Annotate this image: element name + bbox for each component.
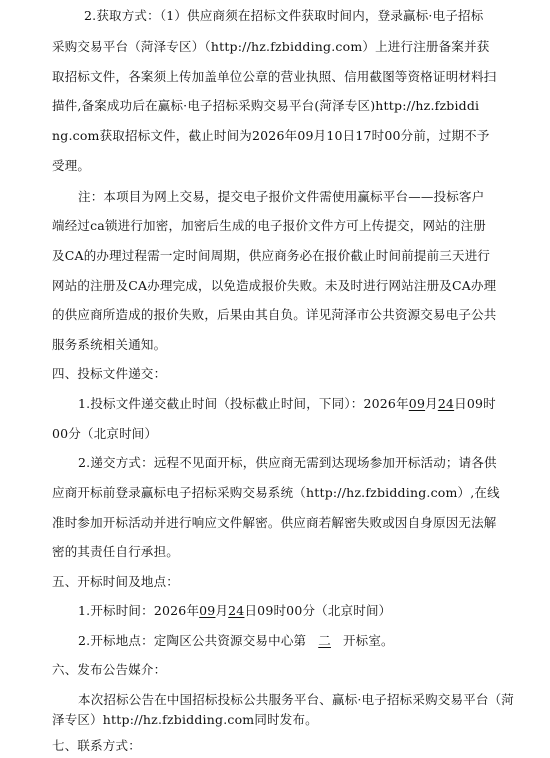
obtain-paragraph-line: 取招标文件，各案须上传加盖单位公章的营业执照、信用截图等资格证明材料扫: [52, 69, 497, 84]
submission-method-line: 密的其责任自行承担。: [52, 544, 180, 559]
obtain-paragraph-line: 描件,备案成功后在赢标·电子招标采购交易平台(菏泽专区)http://hz.fzbiddi: [52, 98, 480, 113]
bid-deadline-month: 09: [408, 396, 426, 411]
note-paragraph-line: 的供应商所造成的报价失败，后果由其自负。详见菏泽市公共资源交易电子公共: [52, 307, 497, 322]
submission-method-line: 应商开标前登录赢标电子招标采购交易系统（http://hz.fzbidding.com）,在线: [52, 485, 500, 500]
media-paragraph-line: 本次招标公告在中国招标投标公共服务平台、赢标·电子招标采购交易平台（菏: [78, 692, 514, 707]
obtain-paragraph-line: 采购交易平台（菏泽专区）（http://hz.fzbidding.com）上进行注册备案并获: [52, 39, 490, 54]
section-heading: 六、发布公告媒介：: [52, 662, 167, 677]
submission-method-line: 2.递交方式：远程不见面开标，供应商无需到达现场参加开标活动；请各供: [78, 455, 497, 470]
opening-time-line: [78, 603, 391, 619]
bid-deadline-day: 24: [437, 396, 455, 411]
obtain-paragraph-line: 2.获取方式：（1）供应商须在招标文件获取时间内，登录赢标·电子招标: [84, 8, 484, 23]
note-paragraph-line: 注：本项目为网上交易，提交电子报价文件需使用赢标平台——投标客户: [78, 189, 485, 204]
section-heading: 七、联系方式：: [52, 738, 141, 753]
obtain-paragraph-line: 受理。: [52, 158, 91, 173]
opening-place-line: [78, 633, 394, 649]
bid-deadline-line: [78, 396, 496, 412]
section-heading: 五、开标时间及地点：: [52, 574, 180, 589]
note-paragraph-line: 网站的注册及CA办理完成，以免造成报价失败。未及时进行网站注册及CA办理: [52, 278, 497, 293]
opening-time-month: 09: [199, 603, 216, 618]
opening-place-text: 开标室。: [342, 633, 394, 648]
section-heading: 四、投标文件递交：: [52, 366, 167, 381]
bid-deadline-line-2: 00分（北京时间）: [52, 426, 158, 441]
bid-deadline-text: 月: [425, 396, 438, 411]
note-paragraph-line: 端经过ca锁进行加密，加密后生成的电子报价文件方可上传提交，网站的注册: [52, 218, 486, 233]
opening-time-text: 日09时00分（北京时间）: [244, 603, 392, 618]
opening-room-number: 二: [318, 633, 331, 648]
submission-method-line: 准时参加开标活动并进行响应文件解密。供应商若解密失败或因自身原因无法解: [52, 515, 497, 530]
obtain-paragraph-line: ng.com获取招标文件，截止时间为2026年09月10日17时00分前，过期不予: [52, 128, 490, 143]
media-paragraph-line: 泽专区）http://hz.fzbidding.com同时发布。: [52, 712, 318, 727]
note-paragraph-line: 服务系统相关通知。: [52, 337, 167, 352]
opening-time-text: 1.开标时间：2026年: [78, 603, 200, 618]
opening-time-text: 月: [215, 603, 229, 618]
opening-time-day: 24: [228, 603, 245, 618]
note-paragraph-line: 及CA的办理过程需一定时间周期，供应商务必在报价截止时间前提前三天进行: [52, 248, 491, 263]
bid-deadline-text: 日09时: [454, 396, 496, 411]
opening-place-text: 2.开标地点：定陶区公共资源交易中心第: [78, 633, 307, 648]
bid-deadline-text: 1.投标文件递交截止时间（投标截止时间，下同）：2026年: [78, 396, 409, 411]
